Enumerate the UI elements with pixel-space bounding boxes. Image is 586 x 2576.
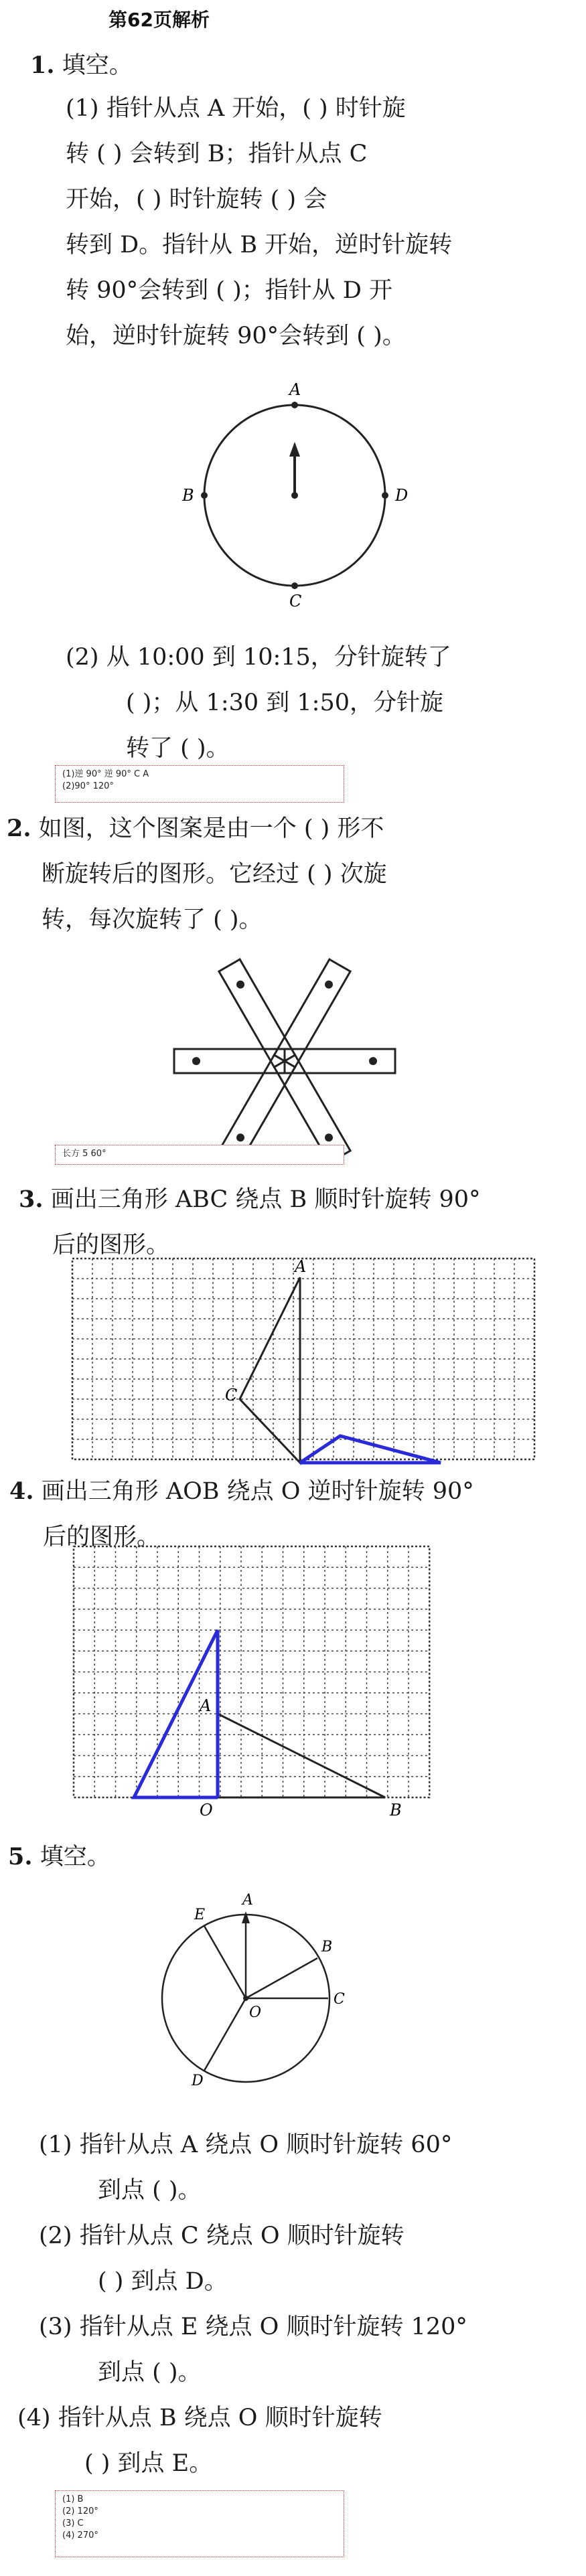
q1-line: 转 ( ) 会转到 B；指针从点 C bbox=[66, 141, 368, 167]
q2-line: 如图，这个图案是由一个 ( ) 形不 bbox=[38, 815, 384, 842]
q5-answer: (4) 270° bbox=[62, 2530, 98, 2541]
q1-answer: (2)90° 120° bbox=[62, 781, 114, 791]
q1-line: (2) 从 10:00 到 10:15，分针旋转了 bbox=[66, 644, 451, 671]
q1-line: 转了 ( )。 bbox=[126, 735, 230, 762]
q1-header bbox=[30, 43, 133, 88]
clock-label-d: D bbox=[395, 486, 409, 505]
q5-parts bbox=[17, 2122, 467, 2486]
clock-hand-arrow-icon bbox=[289, 442, 300, 457]
pointer-b bbox=[246, 1958, 317, 1998]
q5-header bbox=[8, 1834, 111, 1880]
clock-point-c bbox=[291, 582, 298, 589]
q4-grid-figure bbox=[67, 1540, 442, 1821]
q5-label-a: A bbox=[242, 1892, 253, 1909]
q4-label-a: A bbox=[200, 1696, 212, 1715]
q2-line: 断旋转后的图形。它经过 ( ) 次旋 bbox=[42, 861, 387, 888]
rectangle-dot bbox=[235, 979, 246, 989]
q5-line: (1) 指针从点 A 绕点 O 顺时针旋转 60° bbox=[39, 2131, 453, 2158]
q3-label-c: C bbox=[225, 1386, 238, 1404]
q5-label-e: E bbox=[194, 1907, 206, 1923]
q2-number: 2. bbox=[7, 815, 31, 842]
q1-line: 转 90°会转到 ( )；指针从 D 开 bbox=[66, 277, 393, 304]
q4-label-b: B bbox=[390, 1801, 402, 1820]
q5-label-d: D bbox=[192, 2073, 204, 2089]
q5-answer-box bbox=[55, 2490, 344, 2557]
q4-label-o: O bbox=[200, 1801, 213, 1820]
q5-answer: (1) B bbox=[62, 2494, 84, 2504]
q5-label-c: C bbox=[334, 1991, 345, 2008]
pointer-arrow-icon bbox=[242, 1911, 250, 1923]
q3-label-a: A bbox=[295, 1257, 307, 1276]
q5-circle-figure bbox=[149, 1884, 403, 2112]
q1-line: 转到 D。指针从 B 开始，逆时针旋转 bbox=[66, 232, 453, 258]
dotted-grid bbox=[72, 1259, 534, 1459]
q5-line: ( ) 到点 E。 bbox=[84, 2450, 213, 2477]
q1-number: 1. bbox=[30, 52, 55, 79]
q3-number: 3. bbox=[19, 1186, 44, 1213]
q5-line: (4) 指针从点 B 绕点 O 顺时针旋转 bbox=[17, 2405, 382, 2431]
q1-answer: (1)逆 90° 逆 90° C A bbox=[62, 769, 149, 779]
q5-line: 到点 ( )。 bbox=[98, 2177, 202, 2204]
clock-label-c: C bbox=[289, 592, 302, 611]
rectangle-dot bbox=[369, 1057, 377, 1065]
q1-answer-box bbox=[55, 765, 344, 803]
q5-label-b: B bbox=[321, 1939, 333, 1955]
q1-part1 bbox=[66, 86, 452, 359]
q3-triangle-original bbox=[240, 1277, 300, 1463]
q5-answer: (2) 120° bbox=[62, 2506, 98, 2516]
page-title: 第62页解析 bbox=[108, 9, 210, 31]
q5-line: ( ) 到点 D。 bbox=[98, 2268, 228, 2295]
q5-line: (3) 指针从点 E 绕点 O 顺时针旋转 120° bbox=[39, 2314, 467, 2340]
q4-number: 4. bbox=[9, 1477, 34, 1505]
q1-line: 始，逆时针旋转 90°会转到 ( )。 bbox=[66, 323, 406, 349]
rectangle-dot bbox=[192, 1057, 200, 1065]
q1-line: (1) 指针从点 A 开始，( ) 时针旋 bbox=[66, 95, 406, 122]
q1-clock-figure bbox=[174, 375, 415, 616]
clock-label-a: A bbox=[289, 380, 301, 399]
rectangle-dot bbox=[323, 1132, 334, 1143]
q1-heading: 填空。 bbox=[62, 52, 133, 79]
q5-line: (2) 指针从点 C 绕点 O 顺时针旋转 bbox=[39, 2223, 405, 2249]
center-o bbox=[243, 1996, 248, 2001]
clock-label-b: B bbox=[182, 486, 194, 505]
q3-grid-figure bbox=[66, 1252, 542, 1466]
q2-answer: 长方 5 60° bbox=[62, 1149, 106, 1159]
q2-rotated-rectangles-figure bbox=[157, 951, 412, 1172]
q1-line: 开始，( ) 时针旋转 ( ) 会 bbox=[66, 186, 327, 213]
rectangle-dot bbox=[323, 979, 334, 989]
q4-line: 画出三角形 AOB 绕点 O 逆时针旋转 90° bbox=[41, 1478, 474, 1505]
q1-line: ( )；从 1:30 到 1:50，分针旋 bbox=[126, 690, 444, 716]
clock-point-a bbox=[291, 402, 298, 408]
q3-line: 后的图形。 bbox=[52, 1232, 170, 1259]
dotted-grid bbox=[74, 1546, 429, 1797]
q2-block bbox=[7, 806, 387, 943]
q2-line: 转，每次旋转了 ( )。 bbox=[42, 906, 263, 933]
rotated-rectangle bbox=[285, 1049, 395, 1073]
q5-number: 5. bbox=[8, 1843, 33, 1870]
q2-answer-box bbox=[55, 1145, 344, 1165]
q5-answer: (3) C bbox=[62, 2518, 84, 2528]
q5-label-o: O bbox=[249, 2004, 262, 2021]
q5-line: 到点 ( )。 bbox=[98, 2359, 202, 2386]
clock-point-b bbox=[201, 492, 208, 499]
pointer-e bbox=[204, 1926, 246, 1998]
q5-heading: 填空。 bbox=[40, 1844, 111, 1870]
clock-point-d bbox=[382, 492, 388, 499]
rotated-rectangle bbox=[174, 1049, 285, 1073]
q1-part2 bbox=[66, 635, 451, 771]
rectangle-dot bbox=[235, 1132, 246, 1143]
pointer-d bbox=[204, 1998, 246, 2071]
q3-line: 画出三角形 ABC 绕点 B 顺时针旋转 90° bbox=[50, 1186, 481, 1213]
q4-line: 后的图形。 bbox=[43, 1524, 161, 1550]
